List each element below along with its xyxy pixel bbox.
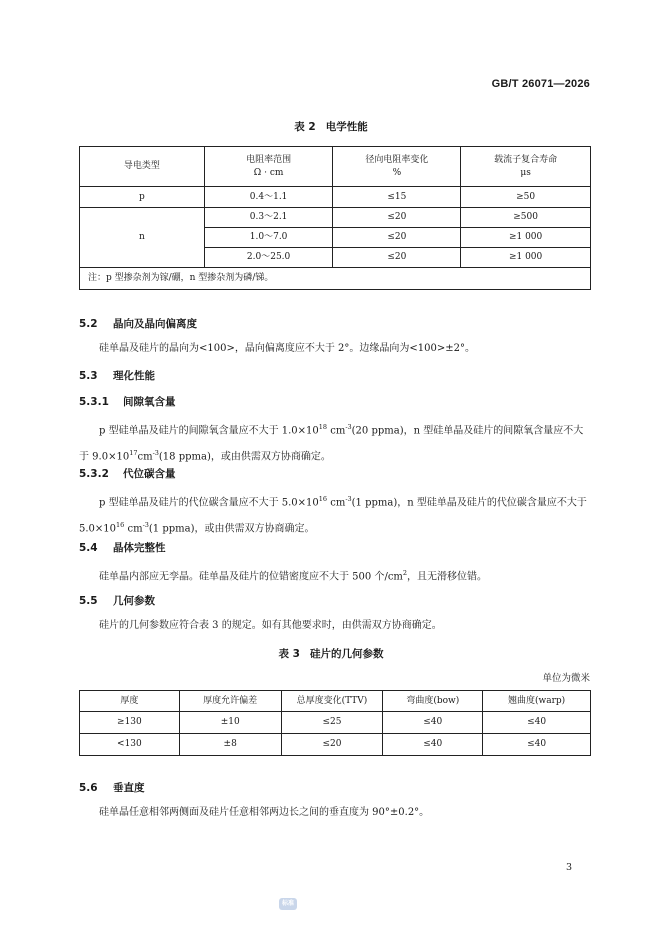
section-text-5-4: 硅单晶内部应无孪晶。硅单晶及硅片的位错密度应不大于 500 个$/cm^2$，且无滑移位错。 — [99, 569, 488, 583]
header-ttv: 总厚度变化(TTV) — [281, 691, 383, 712]
cell-radial: ≤20 — [333, 248, 461, 268]
section-text-5-3-1: p 型硅单晶及硅片的间隙氧含量应不大于 $1.0\times 10^{18}$ $cm^{-3}(20$ ppma)，n 型硅单晶及硅片的间隙氧含量应不大于 $9.0\times 10^{17}cm^{-3}(18$ ppma)，或由供需双方协商确定。 — [79, 423, 584, 463]
cell-radial: ≤20 — [333, 228, 461, 248]
electrical-properties-table — [79, 146, 591, 290]
table3-title: 硅片的几何参数 — [309, 648, 384, 660]
cell-type: p — [80, 187, 205, 208]
section-text-5-5: 硅片的几何参数应符合表 3 的规定。如有其他要求时，由供需双方协商确定。 — [99, 620, 442, 631]
section-heading-5-6: 5.6 垂直度 — [79, 782, 145, 794]
table3-number: 表 3 — [278, 648, 300, 660]
section-text-5-2: 硅单晶及硅片的晶向为<100>，晶向偏离度应不大于 2°。边缘晶向为<100>±2°。 — [99, 343, 475, 354]
cell-type: n — [80, 208, 205, 268]
section-heading-5-4: 5.4 晶体完整性 — [79, 542, 166, 554]
header-conductivity-type: 导电类型 — [80, 147, 205, 187]
table3-caption — [0, 646, 662, 661]
table2-caption — [0, 119, 662, 134]
header-thickness: 厚度 — [80, 691, 180, 712]
section-text-5-6: 硅单晶任意相邻两侧面及硅片任意相邻两边长之间的垂直度为 90°±0.2°。 — [99, 807, 430, 818]
header-thickness-tolerance: 厚度允许偏差 — [179, 691, 281, 712]
cell-range: 2.0～25.0 — [204, 248, 333, 268]
cell-bow: ≤40 — [383, 734, 483, 756]
table2-number: 表 2 — [294, 121, 316, 133]
table-row — [80, 734, 591, 756]
table-note: 注：p 型掺杂剂为镓/硼，n 型掺杂剂为磷/锑。 — [80, 268, 591, 290]
table-header-row — [80, 147, 591, 187]
section-text-5-3-2: p 型硅单晶及硅片的代位碳含量应不大于 $5.0\times 10^{16}$ $cm^{-3}(1$ ppma)，n 型硅单晶及硅片的代位碳含量应不大于 $5.0\times 10^{16}$ $cm^{-3}(1$ ppma)，或由供需双方协商确定。 — [79, 495, 587, 535]
cell-radial: ≤15 — [333, 187, 461, 208]
cell-bow: ≤40 — [383, 712, 483, 734]
cell-range: 0.4～1.1 — [204, 187, 333, 208]
header-bow: 弯曲度(bow) — [383, 691, 483, 712]
table-row — [80, 712, 591, 734]
header-warp: 翘曲度(warp) — [483, 691, 591, 712]
cell-ttv: ≤20 — [281, 734, 383, 756]
header-resistivity-range: 电阻率范围 Ω · cm — [204, 147, 333, 187]
cell-radial: ≤20 — [333, 208, 461, 228]
table3-unit: 单位为微米 — [542, 673, 590, 684]
cell-lifetime: ≥1 000 — [461, 228, 591, 248]
cell-thickness: ≥130 — [80, 712, 180, 734]
table-header-row — [80, 691, 591, 712]
cell-warp: ≤40 — [483, 734, 591, 756]
section-heading-5-3: 5.3 理化性能 — [79, 370, 155, 382]
section-heading-5-3-2: 5.3.2 代位碳含量 — [79, 468, 176, 480]
cell-lifetime: ≥1 000 — [461, 248, 591, 268]
section-heading-5-2: 5.2 晶向及晶向偏离度 — [79, 318, 197, 330]
table-note-row — [80, 268, 591, 290]
geometry-parameters-table — [79, 690, 591, 756]
cell-range: 1.0～7.0 — [204, 228, 333, 248]
cell-lifetime: ≥50 — [461, 187, 591, 208]
cell-ttv: ≤25 — [281, 712, 383, 734]
section-heading-5-3-1: 5.3.1 间隙氧含量 — [79, 396, 176, 408]
header-carrier-lifetime: 载流子复合寿命 μs — [461, 147, 591, 187]
cell-lifetime: ≥500 — [461, 208, 591, 228]
table-row — [80, 208, 591, 228]
standard-code: GB/T 26071—2026 — [491, 78, 590, 90]
cell-tolerance: ±10 — [179, 712, 281, 734]
cell-thickness: <130 — [80, 734, 180, 756]
header-radial-variation: 径向电阻率变化 % — [333, 147, 461, 187]
section-heading-5-5: 5.5 几何参数 — [79, 595, 155, 607]
table-row — [80, 187, 591, 208]
watermark-logo: 标准 — [279, 898, 297, 910]
cell-warp: ≤40 — [483, 712, 591, 734]
table2-title: 电学性能 — [325, 121, 368, 133]
cell-tolerance: ±8 — [179, 734, 281, 756]
page-number: 3 — [565, 862, 572, 873]
cell-range: 0.3～2.1 — [204, 208, 333, 228]
